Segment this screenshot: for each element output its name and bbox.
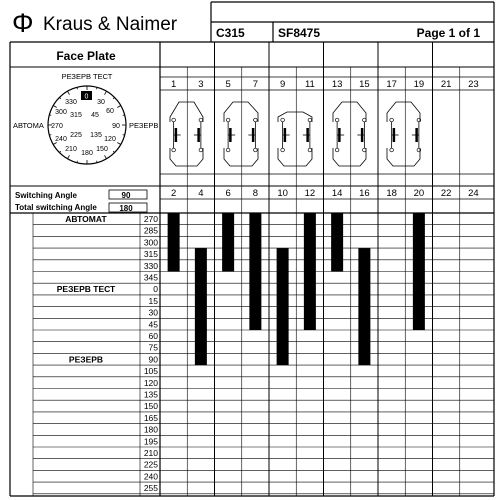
dial-angle-120: 120 bbox=[104, 136, 116, 143]
position-angle: 195 bbox=[143, 436, 158, 447]
dial-angle-30: 30 bbox=[97, 99, 105, 106]
contact-number-bottom: 6 bbox=[225, 188, 231, 199]
contact-pair-5-7 bbox=[224, 102, 258, 122]
contact-number-bottom: 24 bbox=[468, 188, 479, 199]
position-angle: 210 bbox=[143, 448, 158, 458]
contact-terminal-symbol bbox=[194, 118, 203, 152]
position-angle: 300 bbox=[143, 237, 158, 248]
position-name: РЕЗЕРВ ТЕСТ bbox=[56, 284, 116, 295]
contact-number-top: 11 bbox=[304, 79, 315, 90]
contact-terminal-symbol bbox=[412, 118, 421, 152]
contact-closed-bar bbox=[413, 213, 425, 330]
header bbox=[10, 2, 494, 42]
contact-number-top: 5 bbox=[225, 79, 231, 90]
contact-number-top: 7 bbox=[252, 79, 259, 90]
position-angle: 150 bbox=[143, 401, 158, 412]
dial-tick bbox=[117, 143, 120, 145]
face-plate-title: Face Plate bbox=[56, 49, 116, 63]
dial-angle-300: 300 bbox=[55, 109, 67, 116]
contact-number-bottom: 8 bbox=[252, 188, 259, 199]
position-angle: 315 bbox=[143, 249, 158, 260]
dial-tick bbox=[123, 135, 125, 136]
contact-number-bottom: 10 bbox=[277, 188, 288, 199]
dial-angle-135: 135 bbox=[90, 132, 102, 139]
total-switching-angle-label: Total switching Angle bbox=[15, 203, 97, 212]
position-angle: 285 bbox=[143, 225, 158, 236]
contact-closed-bar bbox=[249, 213, 261, 330]
face-plate bbox=[13, 49, 158, 164]
position-angle: 330 bbox=[143, 260, 158, 271]
contact-pair-17-19 bbox=[387, 102, 420, 122]
switching-angle-block bbox=[15, 190, 147, 213]
contact-number-bottom: 4 bbox=[198, 188, 204, 199]
dial-tick bbox=[68, 155, 70, 158]
contact-number-top: 13 bbox=[331, 79, 343, 90]
contact-number-bottom: 12 bbox=[304, 188, 316, 199]
position-angle: 0 bbox=[153, 284, 158, 295]
position-angle: 225 bbox=[143, 459, 158, 470]
contact-pair-13-15 bbox=[333, 102, 366, 122]
contact-number-top: 21 bbox=[440, 79, 452, 90]
dial-tick bbox=[97, 161, 98, 163]
dial-angle-240: 240 bbox=[55, 136, 67, 143]
contact-number-top: 19 bbox=[413, 79, 425, 90]
contact-terminal-symbol bbox=[303, 118, 312, 152]
switching-angle-value: 90 bbox=[121, 191, 131, 200]
contact-schematic bbox=[170, 102, 420, 166]
dial-angle-330: 330 bbox=[65, 99, 77, 106]
dial-tick bbox=[49, 135, 51, 136]
contact-closed-bar bbox=[168, 213, 180, 272]
contact-number-bottom: 2 bbox=[170, 188, 177, 199]
brand-logo-symbol: Φ bbox=[12, 8, 34, 38]
contact-closed-bar bbox=[304, 213, 316, 330]
position-name: РЕЗЕРВ bbox=[68, 354, 104, 365]
dial-angle-45: 45 bbox=[91, 112, 99, 119]
dial-angle-180: 180 bbox=[81, 150, 93, 157]
position-angle: 90 bbox=[148, 354, 158, 365]
contact-number-top: 15 bbox=[359, 79, 370, 90]
contact-terminal-symbol bbox=[281, 118, 290, 152]
position-angle: 255 bbox=[143, 483, 158, 494]
dial-tick bbox=[59, 97, 60, 98]
position-angle: 345 bbox=[143, 272, 158, 283]
dial-tick bbox=[105, 91, 107, 94]
position-angle: 270 bbox=[143, 214, 158, 224]
contact-number-bottom: 20 bbox=[413, 188, 425, 199]
dial-tick bbox=[59, 151, 60, 152]
page-indicator: Page 1 of 1 bbox=[416, 26, 480, 40]
dial-angle-315: 315 bbox=[70, 112, 82, 119]
position-name: АВТОМАТ bbox=[65, 214, 107, 224]
position-angle: 75 bbox=[148, 342, 158, 353]
dial-tick bbox=[113, 151, 114, 152]
dial-tick bbox=[77, 87, 78, 89]
dial-tick bbox=[53, 106, 56, 108]
contact-pair-5-7-lower bbox=[224, 148, 258, 166]
dial-angle-270: 270 bbox=[51, 123, 63, 130]
contact-terminal-symbol bbox=[226, 118, 235, 152]
dial-tick bbox=[68, 91, 70, 94]
dial-tick bbox=[105, 155, 107, 158]
dial-zero-label: 0 bbox=[84, 93, 89, 101]
dial-tick bbox=[117, 106, 120, 108]
contact-closed-bar bbox=[358, 248, 370, 365]
drawing-number: SF8475 bbox=[278, 26, 321, 40]
position-angle: 60 bbox=[148, 331, 158, 341]
contact-terminal-symbol bbox=[390, 118, 399, 152]
position-angle: 165 bbox=[143, 412, 158, 423]
dial-angle-60: 60 bbox=[106, 108, 114, 115]
dial-angle-225: 225 bbox=[70, 132, 82, 139]
position-angle: 240 bbox=[143, 471, 158, 482]
dial-tick bbox=[77, 161, 78, 163]
contact-terminal-symbol bbox=[357, 118, 366, 152]
face-plate-right-label: РЕЗЕРВ bbox=[129, 121, 159, 130]
dial-angle-150: 150 bbox=[96, 146, 108, 153]
face-plate-left-label: АВТОМА bbox=[13, 121, 44, 130]
contact-terminal-symbol bbox=[248, 118, 257, 152]
position-angle: 45 bbox=[148, 319, 158, 330]
position-angle: 120 bbox=[143, 377, 158, 388]
position-angle: 30 bbox=[148, 307, 158, 318]
contact-number-bottom: 22 bbox=[440, 188, 452, 199]
contact-pair-9-11 bbox=[278, 112, 312, 122]
contact-closed-bar bbox=[222, 213, 234, 272]
dial-angle-210: 210 bbox=[65, 146, 77, 153]
contact-number-bottom: 16 bbox=[359, 188, 370, 199]
position-angle: 180 bbox=[143, 424, 158, 435]
dial-angle-90: 90 bbox=[112, 123, 120, 130]
contact-closed-bar bbox=[331, 213, 343, 272]
contact-number-bottom: 18 bbox=[386, 188, 397, 199]
position-angle: 105 bbox=[143, 366, 158, 377]
contact-pair-17-19-lower bbox=[387, 148, 420, 166]
contact-number-top: 9 bbox=[279, 79, 286, 90]
contact-number-top: 23 bbox=[468, 79, 479, 90]
position-angle: 135 bbox=[143, 389, 158, 400]
dial-tick bbox=[113, 97, 114, 98]
series-code: C315 bbox=[216, 26, 245, 40]
total-switching-angle-value: 180 bbox=[119, 204, 133, 213]
face-plate-top-label: РЕЗЕРВ ТЕСТ bbox=[61, 72, 113, 81]
contact-number-top: 3 bbox=[198, 79, 204, 90]
position-angle: 15 bbox=[148, 295, 158, 306]
contact-number-top: 1 bbox=[170, 79, 177, 90]
dial-tick bbox=[97, 87, 98, 89]
contact-terminal-symbol bbox=[335, 118, 344, 152]
contact-number-top: 17 bbox=[386, 79, 397, 90]
contact-pair-13-15-lower bbox=[333, 148, 366, 166]
brand-name: Kraus & Naimer bbox=[43, 14, 178, 35]
contact-closed-bar bbox=[195, 248, 207, 365]
contact-terminal-symbol bbox=[172, 118, 181, 152]
switching-angle-label: Switching Angle bbox=[15, 191, 77, 200]
contact-closed-bar bbox=[277, 248, 289, 365]
dial-tick bbox=[123, 115, 125, 116]
dial-tick bbox=[49, 115, 51, 116]
contact-pair-9-11-lower bbox=[278, 148, 312, 166]
contact-number-bottom: 14 bbox=[331, 188, 343, 199]
